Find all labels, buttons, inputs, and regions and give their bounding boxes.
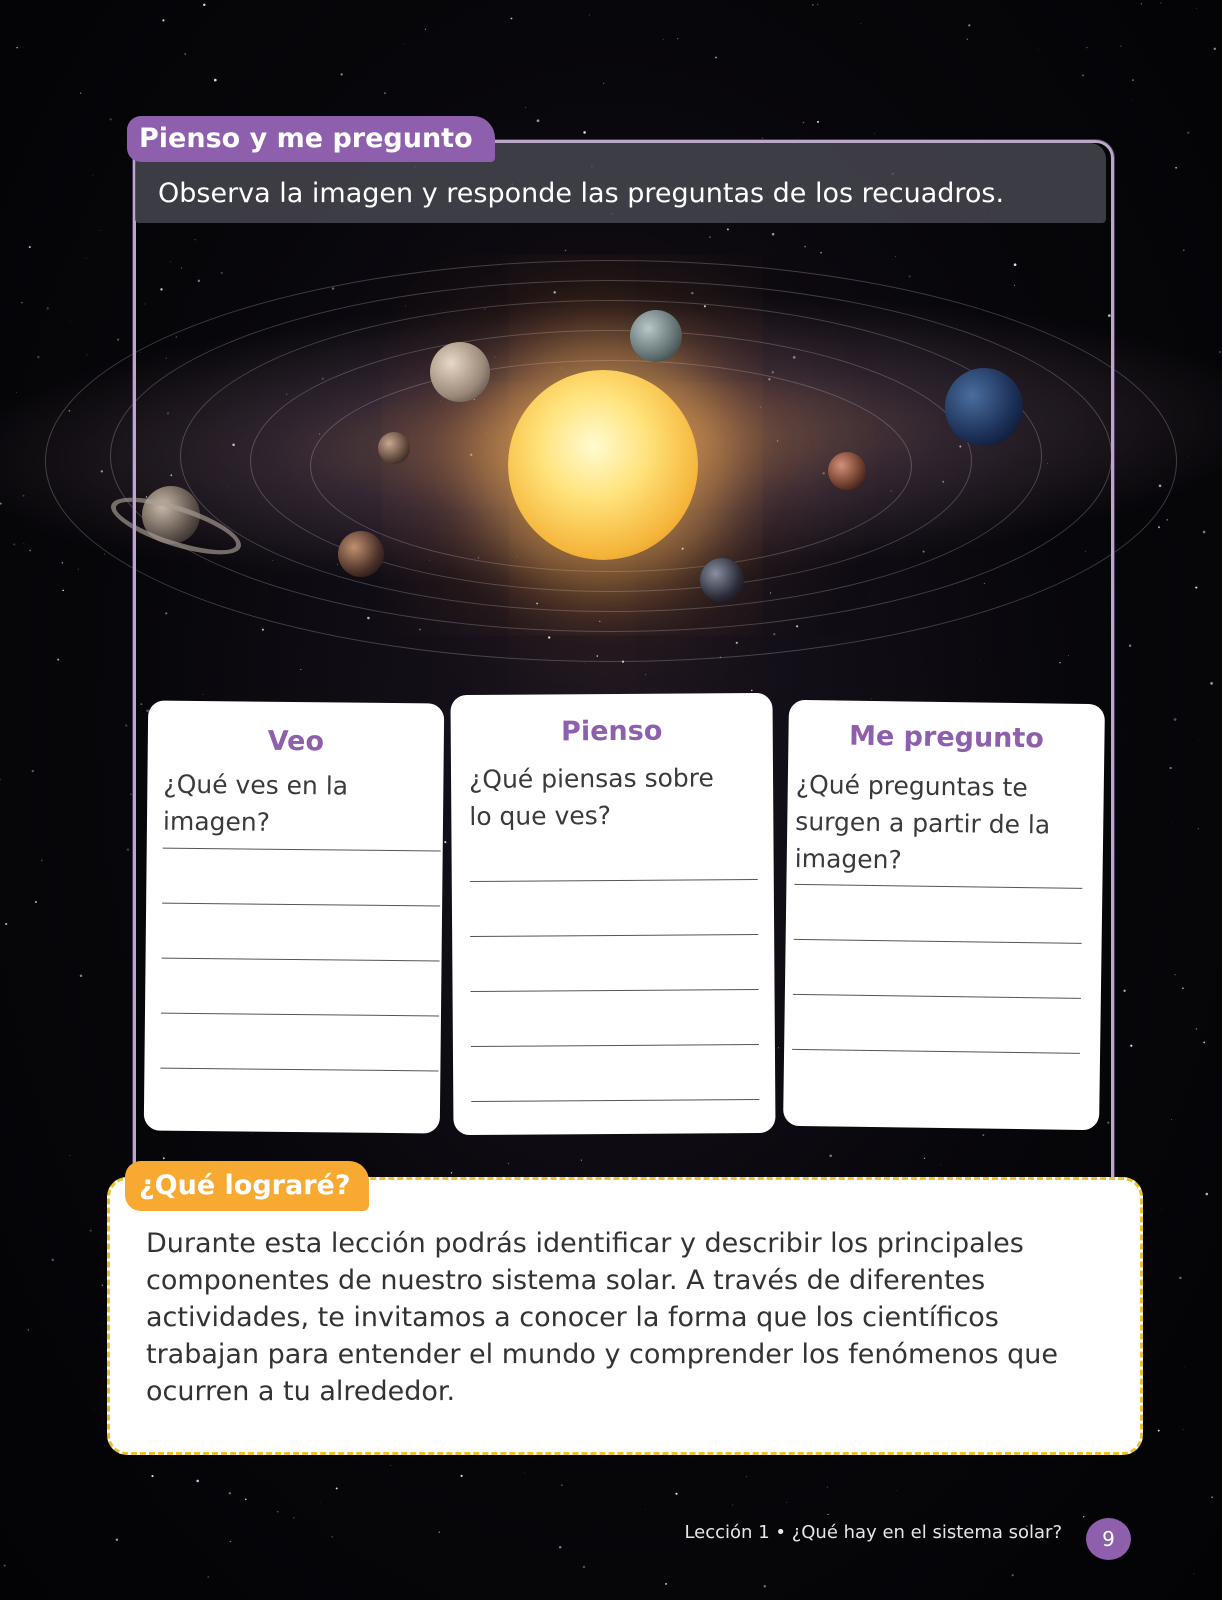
- star-dot: [214, 79, 217, 82]
- star-dot: [1187, 132, 1189, 134]
- star-dot: [29, 246, 31, 248]
- star-dot: [28, 1329, 29, 1330]
- star-dot: [1129, 645, 1131, 647]
- star-dot: [16, 47, 17, 48]
- star-dot: [1196, 8, 1197, 9]
- star-dot: [1198, 828, 1199, 829]
- star-dot: [1132, 79, 1134, 81]
- star-dot: [1211, 1496, 1213, 1498]
- star-dot: [341, 73, 343, 75]
- star-dot: [35, 901, 37, 903]
- answer-line[interactable]: [471, 1044, 759, 1047]
- star-dot: [663, 39, 664, 40]
- star-dot: [390, 1465, 391, 1466]
- star-dot: [207, 1576, 208, 1577]
- star-dot: [94, 1409, 95, 1410]
- goal-text: Durante esta lección podrás identificar y describir los principales componentes de nuestro sistema solar. A través de diferentes actividades, te invitamos a conocer la forma que los científicos trabajan para entender el mundo y comprender los fenómenos que ocurren a tu alrededor.: [146, 1228, 1059, 1407]
- star-dot: [151, 1475, 153, 1477]
- answer-line[interactable]: [470, 934, 758, 937]
- star-dot: [1183, 249, 1185, 251]
- star-dot: [86, 258, 87, 259]
- star-dot: [817, 121, 819, 123]
- star-dot: [5, 923, 7, 925]
- star-dot: [32, 770, 34, 772]
- card-pienso: [450, 693, 775, 1135]
- section-tag: Pienso y me pregunto: [127, 116, 495, 162]
- star-dot: [559, 1546, 562, 1549]
- star-dot: [746, 1476, 747, 1477]
- star-dot: [70, 1155, 71, 1156]
- star-dot: [336, 1487, 338, 1489]
- star-dot: [1175, 167, 1177, 169]
- star-dot: [230, 1541, 231, 1542]
- goal-tag: ¿Qué lograré?: [125, 1161, 369, 1211]
- star-dot: [524, 1473, 525, 1474]
- answer-line[interactable]: [471, 1099, 759, 1102]
- star-dot: [764, 1585, 766, 1587]
- star-dot: [93, 175, 94, 176]
- star-dot: [109, 118, 111, 120]
- star-dot: [645, 1509, 646, 1510]
- star-dot: [1083, 1516, 1084, 1517]
- star-dot: [537, 119, 540, 122]
- answer-line[interactable]: [471, 989, 759, 992]
- star-dot: [461, 1475, 463, 1477]
- star-dot: [1012, 1574, 1014, 1576]
- star-dot: [293, 1517, 294, 1518]
- answer-line[interactable]: [160, 1068, 438, 1072]
- star-dot: [812, 4, 814, 6]
- star-dot: [4, 1565, 6, 1567]
- card-question: ¿Qué preguntas te surgen a partir de la imagen?: [794, 769, 1051, 875]
- star-dot: [583, 131, 586, 134]
- star-dot: [320, 1503, 321, 1504]
- star-dot: [41, 859, 43, 861]
- star-dot: [665, 1583, 667, 1585]
- star-dot: [1203, 1041, 1205, 1043]
- star-dot: [1193, 1573, 1194, 1574]
- star-dot: [1086, 47, 1087, 48]
- star-dot: [245, 1498, 247, 1500]
- star-dot: [732, 1505, 733, 1506]
- answer-line[interactable]: [794, 884, 1082, 889]
- star-dot: [277, 1511, 278, 1512]
- star-dot: [525, 107, 526, 108]
- star-dot: [80, 975, 83, 978]
- answer-line[interactable]: [163, 848, 441, 852]
- star-dot: [861, 23, 862, 24]
- star-dot: [206, 60, 207, 61]
- star-dot: [1174, 718, 1177, 721]
- star-dot: [1170, 767, 1172, 769]
- star-dot: [583, 1566, 586, 1569]
- star-dot: [675, 1493, 677, 1495]
- star-dot: [127, 848, 130, 851]
- card-question: ¿Qué ves en la imagen?: [162, 769, 349, 837]
- star-dot: [425, 29, 426, 30]
- star-dot: [404, 44, 405, 45]
- star-dot: [9, 310, 10, 311]
- star-dot: [130, 794, 131, 795]
- star-dot: [0, 779, 1, 781]
- star-dot: [1175, 974, 1176, 975]
- card-veo: [144, 700, 444, 1133]
- star-dot: [561, 1484, 563, 1486]
- star-dot: [439, 1531, 440, 1532]
- star-dot: [384, 92, 386, 94]
- star-dot: [1214, 48, 1216, 50]
- lesson-footer: Lección 1 • ¿Qué hay en el sistema solar?: [684, 1522, 1062, 1543]
- star-dot: [80, 92, 81, 93]
- card-title: Veo: [267, 725, 325, 758]
- star-dot: [827, 1487, 828, 1488]
- answer-line[interactable]: [162, 903, 440, 907]
- star-dot: [1183, 1429, 1184, 1430]
- star-dot: [47, 307, 49, 309]
- answer-line[interactable]: [794, 939, 1082, 944]
- star-dot: [874, 133, 875, 134]
- page-number: 9: [1086, 1518, 1131, 1560]
- star-dot: [125, 724, 127, 726]
- card-title: Pienso: [561, 715, 663, 748]
- star-dot: [1196, 1028, 1198, 1030]
- star-dot: [1182, 987, 1184, 989]
- star-dot: [1179, 1277, 1182, 1280]
- star-dot: [196, 1480, 199, 1483]
- star-dot: [99, 230, 100, 231]
- star-dot: [1195, 587, 1197, 589]
- star-dot: [1123, 990, 1125, 992]
- star-dot: [677, 38, 678, 39]
- star-dot: [51, 1259, 54, 1262]
- star-dot: [102, 1285, 103, 1286]
- star-dot: [1120, 45, 1121, 46]
- star-dot: [511, 18, 513, 20]
- star-dot: [1130, 1045, 1132, 1047]
- answer-line[interactable]: [162, 958, 440, 962]
- answer-line[interactable]: [161, 1013, 439, 1017]
- star-dot: [968, 24, 970, 26]
- star-dot: [21, 302, 23, 304]
- star-dot: [603, 83, 604, 84]
- star-dot: [589, 15, 590, 16]
- star-dot: [162, 19, 164, 21]
- star-dot: [229, 1492, 231, 1494]
- star-dot: [203, 4, 205, 6]
- star-dot: [57, 659, 59, 661]
- star-dot: [116, 1538, 118, 1540]
- answer-line[interactable]: [470, 879, 758, 882]
- instruction-text: Observa la imagen y responde las preguntas de los recuadros.: [158, 178, 1005, 209]
- star-dot: [1161, 1209, 1162, 1210]
- star-dot: [1171, 1119, 1172, 1120]
- star-dot: [90, 1230, 92, 1232]
- card-question: ¿Qué piensas sobre lo que ves?: [468, 763, 714, 832]
- star-dot: [1141, 3, 1142, 4]
- star-dot: [1082, 74, 1084, 76]
- card-me-pregunto: [783, 700, 1105, 1130]
- star-dot: [803, 122, 805, 124]
- answer-line[interactable]: [792, 1049, 1080, 1054]
- star-dot: [331, 1536, 332, 1537]
- star-dot: [715, 57, 717, 59]
- star-dot: [1206, 1193, 1209, 1196]
- star-dot: [817, 4, 818, 5]
- star-dot: [786, 1502, 787, 1503]
- card-title: Me pregunto: [848, 720, 1045, 755]
- star-dot: [967, 39, 969, 41]
- star-dot: [828, 1514, 829, 1515]
- star-dot: [1158, 1430, 1160, 1432]
- star-dot: [1210, 682, 1213, 685]
- star-dot: [762, 138, 763, 139]
- star-dot: [1160, 2, 1161, 3]
- star-dot: [184, 53, 186, 55]
- answer-line[interactable]: [793, 994, 1081, 999]
